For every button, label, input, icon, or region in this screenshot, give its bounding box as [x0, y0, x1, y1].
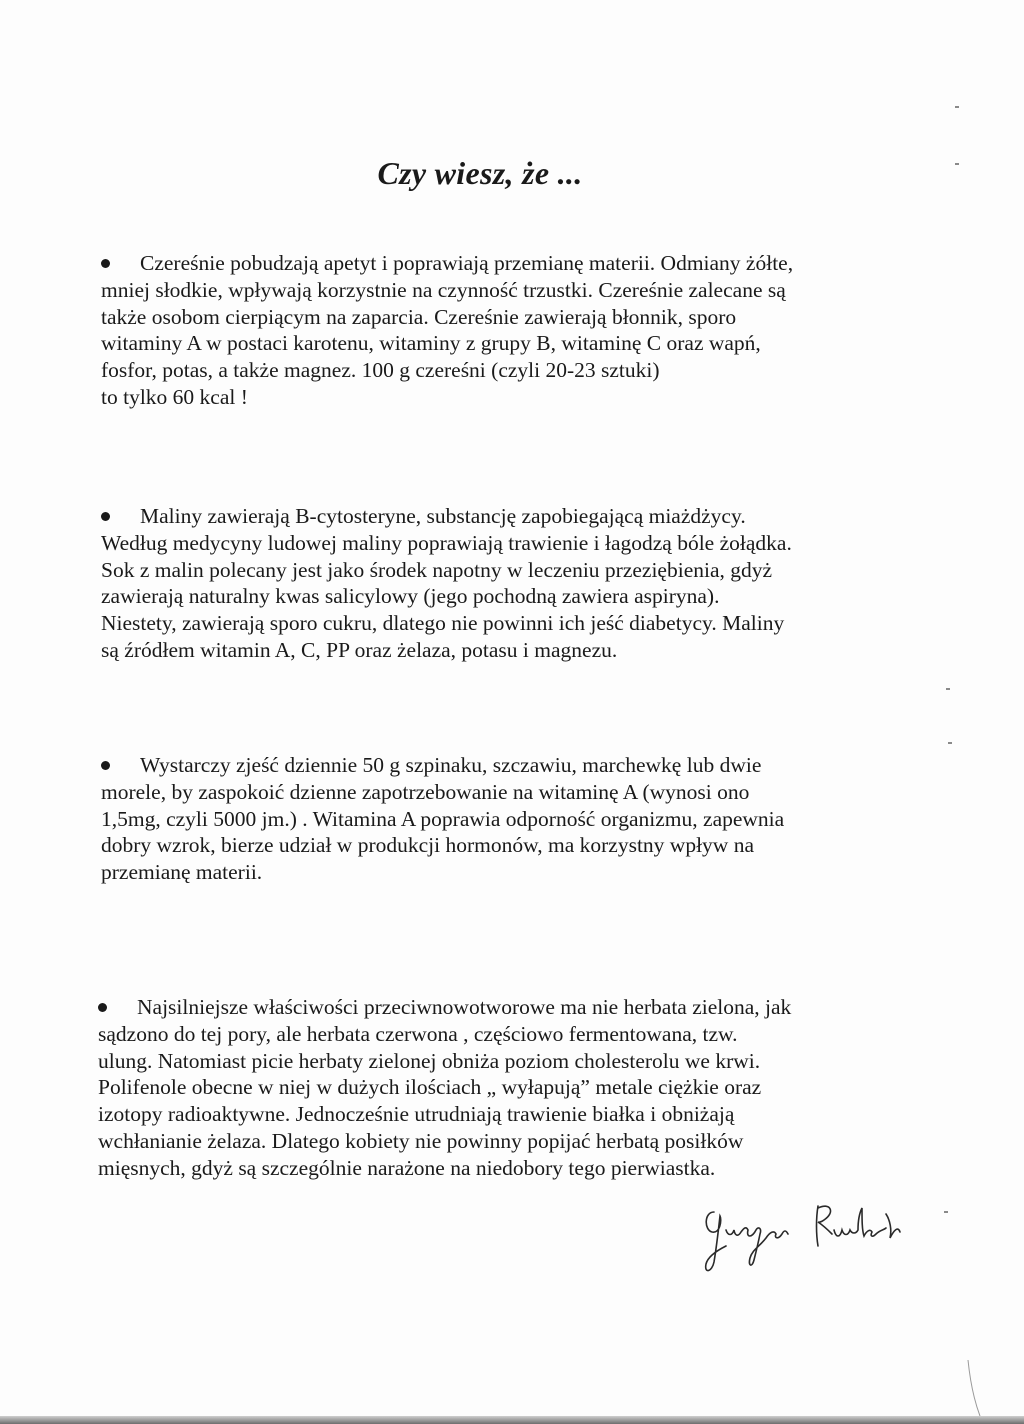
- paragraph-line: Wystarczy zjeść dziennie 50 g szpinaku, szczawiu, marchewkę lub dwie: [140, 753, 762, 777]
- scan-speck: [948, 742, 952, 744]
- paragraph-line: Według medycyny ludowej maliny poprawiają trawienie i łagodzą bóle żołądka.: [101, 530, 792, 555]
- fact-paragraph-tea: [98, 994, 878, 1182]
- paragraph-line: także osobom cierpiącym na zaparcia. Czereśnie zawierają błonnik, sporo: [101, 304, 737, 329]
- paragraph-line: Polifenole obecne w niej w dużych ilościach „ wyłapują” metale ciężkie oraz: [98, 1075, 762, 1100]
- bullet-icon: [98, 1003, 107, 1012]
- paragraph-line: Niestety, zawierają sporo cukru, dlatego nie powinni ich jeść diabetycy. Maliny: [101, 611, 785, 636]
- bullet-icon: [101, 512, 110, 521]
- page-title: Czy wiesz, że ...: [377, 155, 583, 191]
- paragraph-line: witaminy A w postaci karotenu, witaminy z grupy B, witaminę C oraz wapń,: [101, 331, 761, 356]
- paragraph-line: zawierają naturalny kwas salicylowy (jego pochodną zawiera aspiryna).: [101, 584, 720, 609]
- paragraph-line: 1,5mg, czyli 5000 jm.) . Witamina A poprawia odporność organizmu, zapewnia: [101, 806, 785, 831]
- paragraph-line: sądzono do tej pory, ale herbata czerwona , częściowo fermentowana, tzw.: [98, 1021, 738, 1046]
- scan-speck: [944, 1211, 948, 1213]
- paragraph-line: to tylko 60 kcal !: [101, 384, 248, 409]
- bullet-icon: [101, 259, 110, 268]
- paragraph-line: dobry wzrok, bierze udział w produkcji hormonów, ma korzystny wpływ na: [101, 833, 754, 858]
- scan-speck: [946, 688, 950, 690]
- paragraph-line: Najsilniejsze właściwości przeciwnowotworowe ma nie herbata zielona, jak: [137, 995, 792, 1019]
- paragraph-line: ulung. Natomiast picie herbaty zielonej obniża poziom cholesterolu we krwi.: [98, 1048, 761, 1073]
- fact-paragraph-raspberries: [101, 503, 881, 664]
- scan-bottom-edge: [0, 1416, 1024, 1424]
- scan-speck: [955, 106, 959, 108]
- paragraph-line: Maliny zawierają B-cytosteryne, substancję zapobiegającą miażdżycy.: [140, 504, 746, 528]
- paragraph-line: wchłanianie żelaza. Dlatego kobiety nie powinny popijać herbatą posiłków: [98, 1128, 744, 1153]
- paragraph-line: Sok z malin polecany jest jako środek napotny w leczeniu przeziębienia, gdyż: [101, 557, 773, 582]
- paragraph-line: przemianę materii.: [101, 860, 263, 885]
- fact-paragraph-vitamin-a: [101, 752, 881, 886]
- scan-speck: [955, 163, 959, 165]
- handwritten-signature: [700, 1190, 910, 1280]
- paragraph-line: morele, by zaspokoić dzienne zapotrzebowanie na witaminę A (wynosi ono: [101, 779, 750, 804]
- paragraph-line: mniej słodkie, wpływają korzystnie na czynność trzustki. Czereśnie zalecane są: [101, 277, 786, 302]
- paragraph-line: mięsnych, gdyż są szczególnie narażone na niedobory tego pierwiastka.: [98, 1155, 716, 1180]
- paragraph-line: Czereśnie pobudzają apetyt i poprawiają przemianę materii. Odmiany żółte,: [140, 251, 794, 275]
- paragraph-line: fosfor, potas, a także magnez. 100 g czereśni (czyli 20-23 sztuki): [101, 358, 660, 383]
- paper-edge-curl: [952, 1360, 1024, 1416]
- fact-paragraph-cherries: [101, 250, 881, 411]
- bullet-icon: [101, 761, 110, 770]
- paragraph-line: są źródłem witamin A, C, PP oraz żelaza, potasu i magnezu.: [101, 637, 618, 662]
- paragraph-line: izotopy radioaktywne. Jednocześnie utrudniają trawienie białka i obniżają: [98, 1102, 735, 1127]
